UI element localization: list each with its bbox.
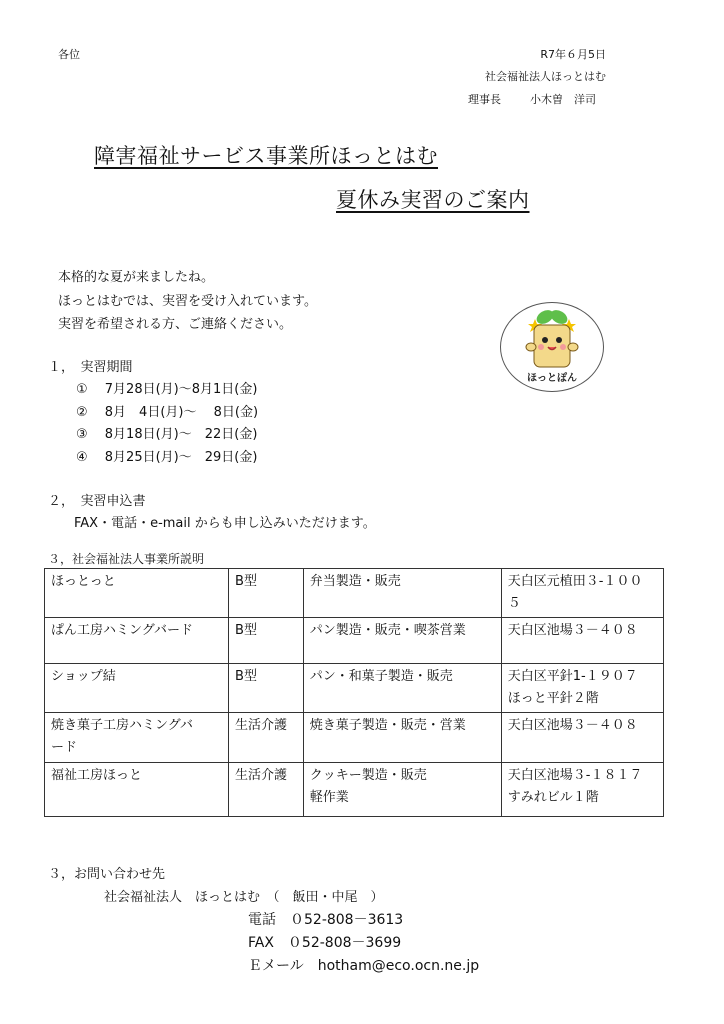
facility-address: 天白区池場３－４０８	[501, 713, 663, 763]
organization-name: 社会福祉法人ほっとはむ	[485, 70, 606, 83]
section2-text: FAX・電話・e-mail からも申し込みいただけます。	[74, 516, 376, 531]
period-item-1: ① 7月28日(月)～8月1日(金)	[76, 382, 258, 397]
facility-address: 天白区池場３-１８１７ すみれビル１階	[501, 763, 663, 817]
contact-heading: ３，お問い合わせ先	[48, 867, 166, 882]
title-line2-text: 夏休み実習のご案内	[336, 188, 530, 212]
intro-line-2: ほっとはむでは、実習を受け入れています。	[58, 294, 317, 309]
facility-name: ほっとっと	[45, 569, 229, 618]
addressee: 各位	[58, 48, 80, 61]
facility-name: 焼き菓子工房ハミングバ ード	[45, 713, 229, 763]
facility-type: 生活介護	[229, 763, 304, 817]
table-row	[45, 618, 664, 664]
contact-fax: FAX ０52-808－3699	[248, 935, 402, 951]
facility-address: 天白区平針1-１９０７ ほっと平針２階	[501, 664, 663, 713]
table-row	[45, 664, 664, 713]
facility-type: B型	[229, 664, 304, 713]
document-title-line2	[312, 184, 530, 214]
title-line1-text: 障害福祉サービス事業所ほっとはむ	[94, 144, 438, 168]
section3-heading: ３，社会福祉法人事業所説明	[48, 552, 205, 566]
table-row	[45, 569, 664, 618]
period-item-4: ④ 8月25日(月)～ 29日(金)	[76, 450, 258, 465]
facility-name: ぱん工房ハミングバード	[45, 618, 229, 664]
facility-address: 天白区元植田３-１００ ５	[501, 569, 663, 618]
section2-heading: ２， 実習申込書	[48, 494, 146, 509]
facility-address: 天白区池場３－４０８	[501, 618, 663, 664]
mascot-illustration	[500, 302, 604, 392]
intro-line-1: 本格的な夏が来ましたね。	[58, 270, 215, 285]
document-date: R7年６月5日	[540, 48, 606, 61]
table-row	[45, 713, 664, 763]
facility-work: 焼き菓子製造・販売・営業	[303, 713, 501, 763]
mascot-name: ほっとぽん	[527, 373, 577, 384]
chair-title: 理事長	[468, 93, 501, 106]
facility-name: 福祉工房ほっと	[45, 763, 229, 817]
period-item-2: ② 8月 4日(月)～ 8日(金)	[76, 405, 259, 420]
chair-name: 小木曽 洋司	[530, 93, 596, 106]
facility-type: 生活介護	[229, 713, 304, 763]
period-item-3: ③ 8月18日(月)～ 22日(金)	[76, 427, 258, 442]
table-row	[45, 763, 664, 817]
facility-work: 弁当製造・販売	[303, 569, 501, 618]
facility-work: クッキー製造・販売 軽作業	[303, 763, 501, 817]
contact-email: Ｅメール hotham@eco.ocn.ne.jp	[248, 958, 480, 974]
facility-work: パン製造・販売・喫茶営業	[303, 618, 501, 664]
intro-line-3: 実習を希望される方、ご連絡ください。	[58, 317, 293, 332]
contact-organization: 社会福祉法人 ほっとはむ （ 飯田・中尾 ）	[104, 890, 384, 905]
section1-heading: １， 実習期間	[48, 360, 133, 375]
facility-type: B型	[229, 618, 304, 664]
facility-work: パン・和菓子製造・販売	[303, 664, 501, 713]
facility-name: ショップ結	[45, 664, 229, 713]
document-title-line1	[70, 140, 438, 170]
contact-phone: 電話 ０52-808－3613	[248, 912, 404, 928]
facility-type: B型	[229, 569, 304, 618]
facility-table	[44, 568, 664, 817]
